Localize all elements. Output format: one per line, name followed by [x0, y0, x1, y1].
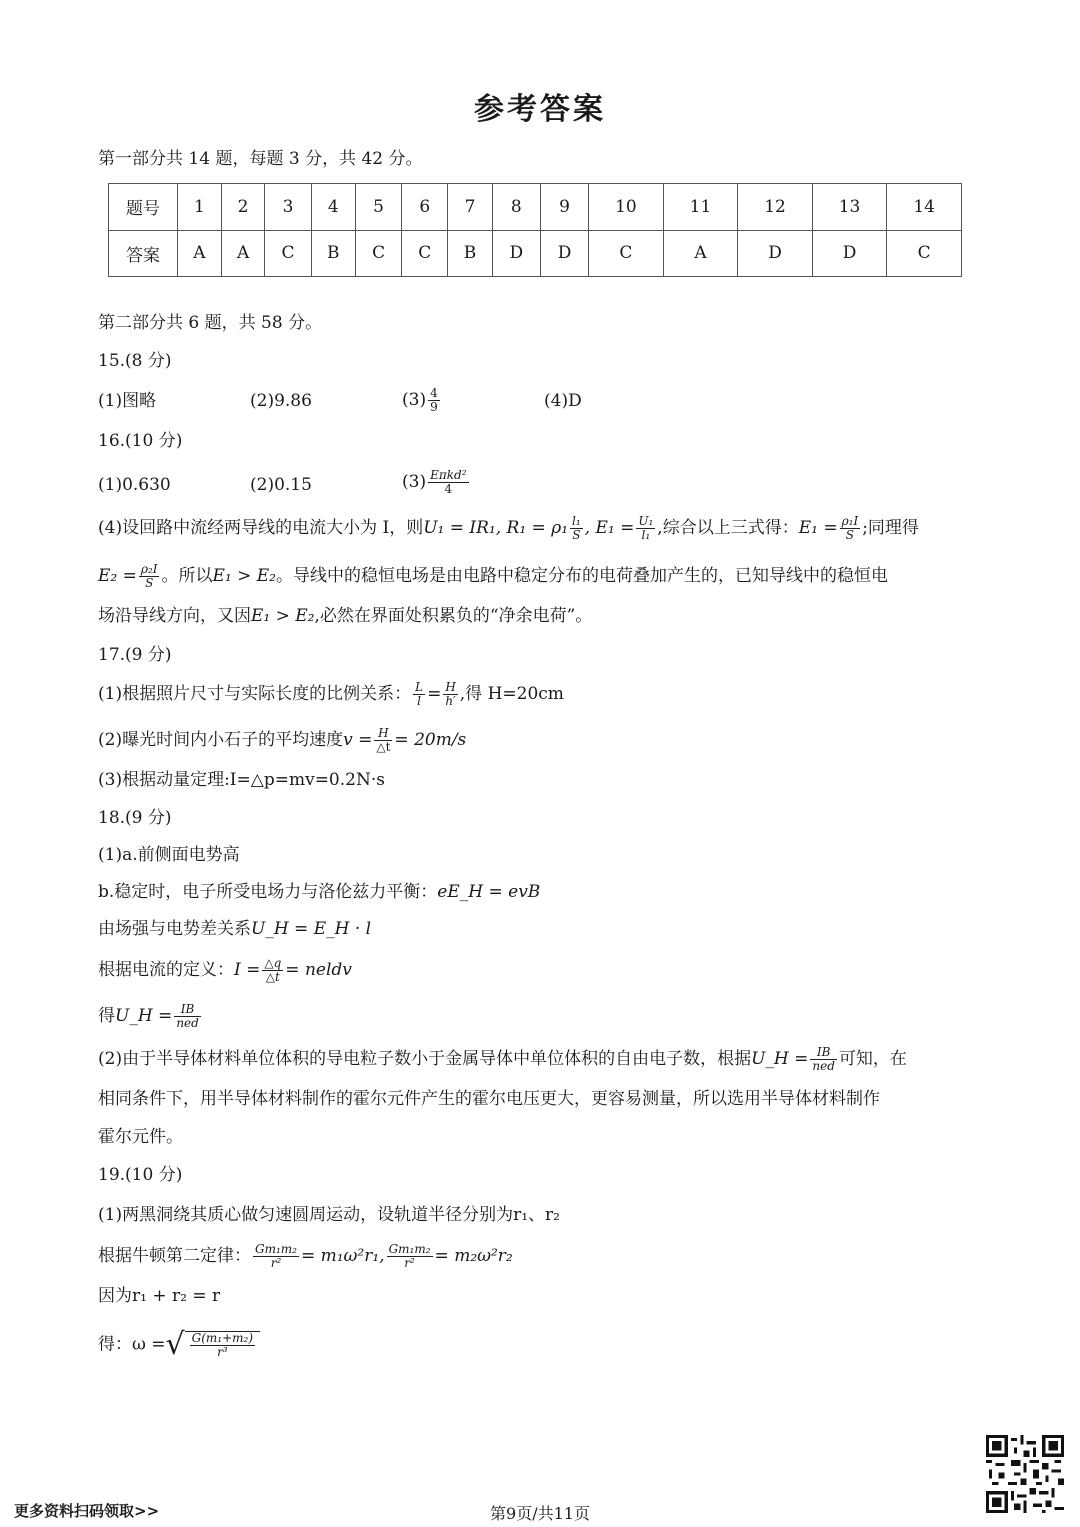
- answer-table: [108, 183, 962, 277]
- fraction: [570, 515, 583, 542]
- fraction-numerator: l₁: [572, 514, 581, 528]
- q18-answer-1b-line-3: [98, 957, 352, 984]
- text-span: 根据牛顿第二定律：: [98, 1246, 251, 1266]
- text-span: ;同理得: [862, 518, 919, 538]
- fraction: [443, 681, 457, 708]
- fraction: [139, 563, 160, 590]
- table-cell: 14: [887, 184, 962, 231]
- text-span: ,得 H=20cm: [459, 684, 564, 704]
- math-span: E₁ > E₂: [251, 606, 315, 626]
- math-span: , E₁ =: [584, 518, 635, 538]
- q19-answer-1: (1)两黑洞绕其质心做匀速圆周运动，设轨道半径分别为r₁、r₂: [98, 1205, 560, 1225]
- fraction-numerator: 4: [430, 386, 438, 400]
- fraction-denominator: l: [417, 694, 421, 708]
- fraction-denominator: △t: [265, 970, 280, 984]
- math-span: = m₁ω²r₁,: [300, 1246, 385, 1266]
- fraction-denominator: 4: [444, 482, 453, 496]
- text-span: 可知，在: [838, 1049, 907, 1069]
- table-cell: D: [540, 230, 588, 277]
- fraction: [840, 515, 861, 542]
- table-cell: A: [663, 230, 738, 277]
- fraction: [636, 515, 655, 542]
- fraction-numerator: IB: [810, 1046, 837, 1060]
- q16-part4-line-2: [98, 563, 888, 590]
- table-cell: C: [265, 230, 311, 277]
- math-span: U_H =: [751, 1049, 809, 1069]
- text-span: 场沿导线方向，又因: [98, 606, 251, 626]
- fraction-numerator: U₁: [638, 514, 654, 528]
- fraction-numerator: H: [445, 680, 456, 694]
- table-cell: C: [402, 230, 448, 277]
- part1-intro: 第一部分共 14 题，每题 3 分，共 42 分。: [98, 149, 423, 169]
- table-cell: B: [311, 230, 355, 277]
- math-span: eE_H = evB: [437, 882, 541, 902]
- fraction-denominator: S: [845, 528, 854, 542]
- math-span: v =: [343, 730, 373, 750]
- table-row-answers: [109, 230, 962, 277]
- text-span: 。导线中的稳恒电场是由电路中稳定分布的电荷叠加产生的，已知导线中的稳恒电: [276, 566, 888, 586]
- q19-answer-4: [98, 1327, 260, 1362]
- q18-answer-1a: (1)a.前侧面电势高: [98, 845, 240, 865]
- text-span: (2)曝光时间内小石子的平均速度: [98, 730, 344, 750]
- table-cell: C: [356, 230, 402, 277]
- fraction-denominator: ned: [812, 1059, 835, 1073]
- math-span: U₁ = IR₁, R₁ = ρ₁: [423, 518, 569, 538]
- fraction-numerator: G(m₁+m₂): [191, 1330, 254, 1345]
- page-number: 第9页/共11页: [490, 1504, 590, 1523]
- q17-answer-3: (3)根据动量定理:I=△p=mv=0.2N·s: [98, 770, 385, 790]
- fraction: [810, 1046, 837, 1073]
- q18-answer-1b-line-4: [98, 1003, 203, 1030]
- fraction-numerator: IB: [174, 1003, 201, 1017]
- fraction-numerator: L: [415, 680, 424, 694]
- q19-answer-2: [98, 1243, 513, 1270]
- table-cell: 10: [589, 184, 664, 231]
- fraction-denominator: h′: [445, 694, 456, 708]
- text-span: b.稳定时，电子所受电场力与洛伦兹力平衡：: [98, 882, 438, 902]
- table-cell: 2: [221, 184, 265, 231]
- fraction: [253, 1243, 299, 1270]
- radical-sign-icon: √: [165, 1327, 185, 1362]
- table-cell: 5: [356, 184, 402, 231]
- math-span: U_H = E_H · l: [251, 919, 372, 939]
- q16-answer-2: (2)0.15: [250, 475, 312, 495]
- table-cell: 7: [448, 184, 492, 231]
- table-header-number: 题号: [109, 184, 178, 231]
- q15-answer-3: [402, 387, 442, 414]
- fraction-denominator: 9: [430, 400, 438, 414]
- q19-heading: 19.(10 分): [98, 1165, 183, 1185]
- table-cell: 4: [311, 184, 355, 231]
- math-span: = 20m/s: [394, 730, 467, 750]
- part2-intro: 第二部分共 6 题，共 58 分。: [98, 313, 323, 333]
- fraction: [190, 1332, 255, 1359]
- math-span: = m₂ω²r₂: [434, 1246, 513, 1266]
- text-span: 得: [98, 1006, 115, 1026]
- fraction-denominator: ned: [176, 1016, 199, 1030]
- q17-answer-1: [98, 681, 564, 708]
- q16-part4-line-1: [98, 515, 919, 542]
- q15-heading: 15.(8 分): [98, 351, 172, 371]
- q18-heading: 18.(9 分): [98, 808, 172, 828]
- fraction-denominator: S: [145, 576, 154, 590]
- table-cell: 8: [492, 184, 540, 231]
- fraction-numerator: ρ₂I: [140, 562, 158, 576]
- fraction-denominator: r²: [270, 1256, 282, 1270]
- fraction: [262, 957, 283, 984]
- q18-answer-2-line-3: 霍尔元件。: [98, 1127, 183, 1147]
- table-cell: D: [492, 230, 540, 277]
- table-cell: 9: [540, 184, 588, 231]
- fraction-denominator: r²: [404, 1256, 415, 1270]
- fraction-numerator: ρ₁I: [841, 514, 859, 528]
- table-row-numbers: [109, 184, 962, 231]
- q19-answer-3: 因为r₁ + r₂ = r: [98, 1286, 221, 1306]
- fraction: [413, 681, 425, 708]
- q17-answer-2: [98, 727, 466, 754]
- footer-more-resources-link[interactable]: 更多资料扫码领取>>: [14, 1502, 160, 1520]
- q17-heading: 17.(9 分): [98, 645, 172, 665]
- math-span: = neldv: [285, 960, 352, 980]
- fraction-numerator: △q: [264, 956, 282, 970]
- fraction: [174, 1003, 201, 1030]
- table-cell: B: [448, 230, 492, 277]
- math-span: I =: [234, 960, 261, 980]
- table-cell: 12: [738, 184, 813, 231]
- fraction-numerator: Gm₁m₂: [255, 1242, 297, 1256]
- fraction-numerator: Eπkd²: [430, 468, 467, 482]
- square-root: [165, 1327, 261, 1362]
- math-span: E₂ =: [98, 566, 137, 586]
- fraction: [374, 727, 392, 754]
- text-span: (1)根据照片尺寸与实际长度的比例关系：: [98, 684, 412, 704]
- q18-answer-1b-line-2: [98, 917, 371, 941]
- text-span: 由场强与电势差关系: [98, 919, 251, 939]
- text-span: (4)设回路中流经两导线的电流大小为 I，则: [98, 518, 424, 538]
- q16-answer-3-label: (3): [402, 472, 427, 492]
- fraction-denominator: r³: [217, 1344, 228, 1359]
- fraction-denominator: △t: [376, 740, 391, 754]
- q18-answer-2-line-1: [98, 1046, 907, 1073]
- q15-answer-1: (1)图略: [98, 391, 157, 411]
- table-cell: 11: [663, 184, 738, 231]
- q18-answer-1b-line-1: [98, 880, 540, 904]
- fraction-numerator: H: [374, 727, 392, 741]
- table-cell: A: [178, 230, 222, 277]
- fraction-denominator: S: [572, 528, 581, 542]
- table-cell: C: [887, 230, 962, 277]
- fraction-denominator: l₁: [641, 528, 651, 542]
- fraction-numerator: Gm₁m₂: [388, 1242, 431, 1256]
- q15-answer-4: (4)D: [544, 391, 582, 411]
- table-cell: 3: [265, 184, 311, 231]
- fraction: [387, 1243, 433, 1270]
- q16-answer-1: (1)0.630: [98, 475, 171, 495]
- text-span: 。所以: [161, 566, 213, 586]
- q18-answer-2-line-2: 相同条件下，用半导体材料制作的霍尔元件产生的霍尔电压更大，更容易测量，所以选用半导体材料制作: [98, 1089, 880, 1109]
- table-cell: A: [221, 230, 265, 277]
- text-span: 根据电流的定义：: [98, 960, 234, 980]
- q15-answer-2: (2)9.86: [250, 391, 312, 411]
- text-span: (2)由于半导体材料单位体积的导电粒子数小于金属导体中单位体积的自由电子数，根据: [98, 1049, 752, 1069]
- fraction: [428, 387, 440, 414]
- table-cell: 1: [178, 184, 222, 231]
- q16-heading: 16.(10 分): [98, 431, 183, 451]
- text-span: ,综合以上三式得：: [657, 518, 799, 538]
- math-span: U_H =: [115, 1006, 173, 1026]
- text-span: ,必然在界面处积累负的“净余电荷”。: [314, 606, 593, 626]
- table-cell: D: [812, 230, 887, 277]
- table-cell: D: [738, 230, 813, 277]
- fraction: [428, 469, 468, 496]
- table-header-answer: 答案: [109, 230, 178, 277]
- text-span: 得：ω =: [98, 1334, 166, 1355]
- math-span: =: [427, 684, 442, 704]
- table-cell: 6: [402, 184, 448, 231]
- page-title: 参考答案: [474, 92, 606, 127]
- q15-answer-3-label: (3): [402, 390, 427, 410]
- table-cell: C: [589, 230, 664, 277]
- q16-answer-3: [402, 469, 471, 496]
- math-span: E₁ =: [798, 518, 838, 538]
- table-cell: 13: [812, 184, 887, 231]
- q16-part4-line-3: [98, 604, 592, 628]
- math-span: E₁ > E₂: [212, 566, 276, 586]
